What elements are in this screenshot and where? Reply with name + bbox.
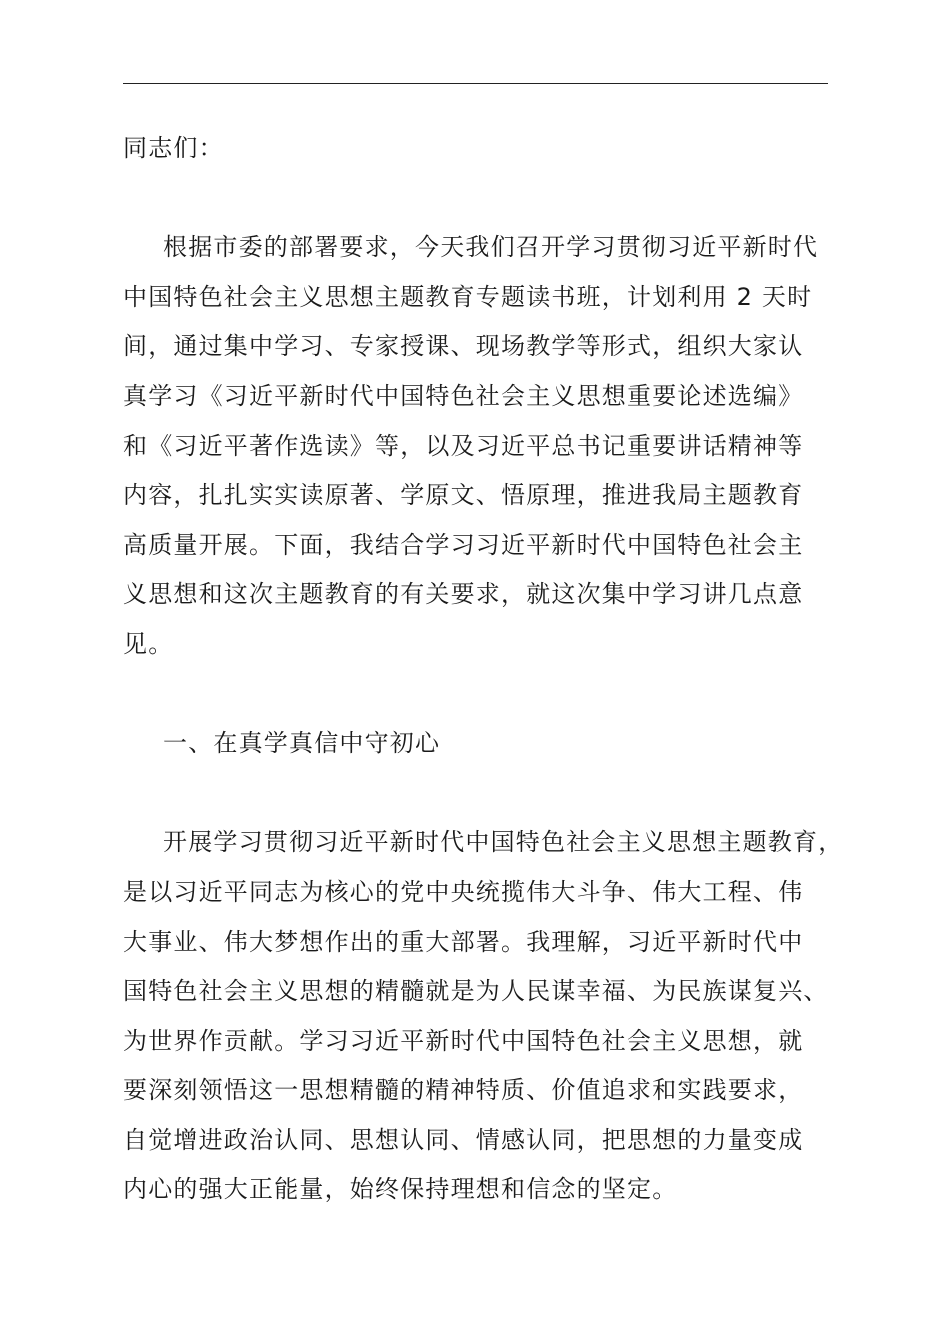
text-line: 开展学习贯彻习近平新时代中国特色社会主义思想主题教育， [163, 828, 844, 857]
text-line: 大事业、伟大梦想作出的重大部署。我理解，习近平新时代中 [123, 927, 804, 956]
text-line: 要深刻领悟这一思想精髓的精神特质、价值追求和实践要求， [123, 1076, 804, 1105]
blank-line [123, 174, 828, 224]
document-body [123, 124, 844, 1215]
text-line: 中国特色社会主义思想主题教育专题读书班，计划利用 2 天时 [123, 282, 813, 311]
text-line: 同志们： [123, 134, 224, 162]
text-line: 间，通过集中学习、专家授课、现场教学等形式，组织大家认 [123, 332, 804, 361]
text-line: 见。 [123, 629, 174, 658]
text-line: 内容，扎扎实实读原著、学原文、悟原理，推进我局主题教育 [123, 481, 804, 510]
text-line: 义思想和这次主题教育的有关要求，就这次集中学习讲几点意 [123, 580, 804, 609]
text-line: 国特色社会主义思想的精髓就是为人民谋幸福、为民族谋复兴、 [123, 977, 829, 1006]
header-rule [123, 83, 828, 84]
text-line: 真学习《习近平新时代中国特色社会主义思想重要论述选编》 [123, 381, 804, 410]
text-line: 为世界作贡献。学习习近平新时代中国特色社会主义思想，就 [123, 1026, 804, 1055]
text-line: 自觉增进政治认同、思想认同、情感认同，把思想的力量变成 [123, 1125, 804, 1154]
blank-line [123, 670, 828, 720]
blank-line [123, 769, 828, 819]
text-line: 和《习近平著作选读》等，以及习近平总书记重要讲话精神等 [123, 431, 804, 460]
text-line: 一、在真学真信中守初心 [163, 729, 441, 758]
text-line: 根据市委的部署要求，今天我们召开学习贯彻习近平新时代 [163, 233, 819, 262]
text-line: 是以习近平同志为核心的党中央统揽伟大斗争、伟大工程、伟 [123, 877, 804, 906]
text-line: 内心的强大正能量，始终保持理想和信念的坚定。 [123, 1175, 678, 1204]
text-line: 高质量开展。下面，我结合学习习近平新时代中国特色社会主 [123, 530, 804, 559]
